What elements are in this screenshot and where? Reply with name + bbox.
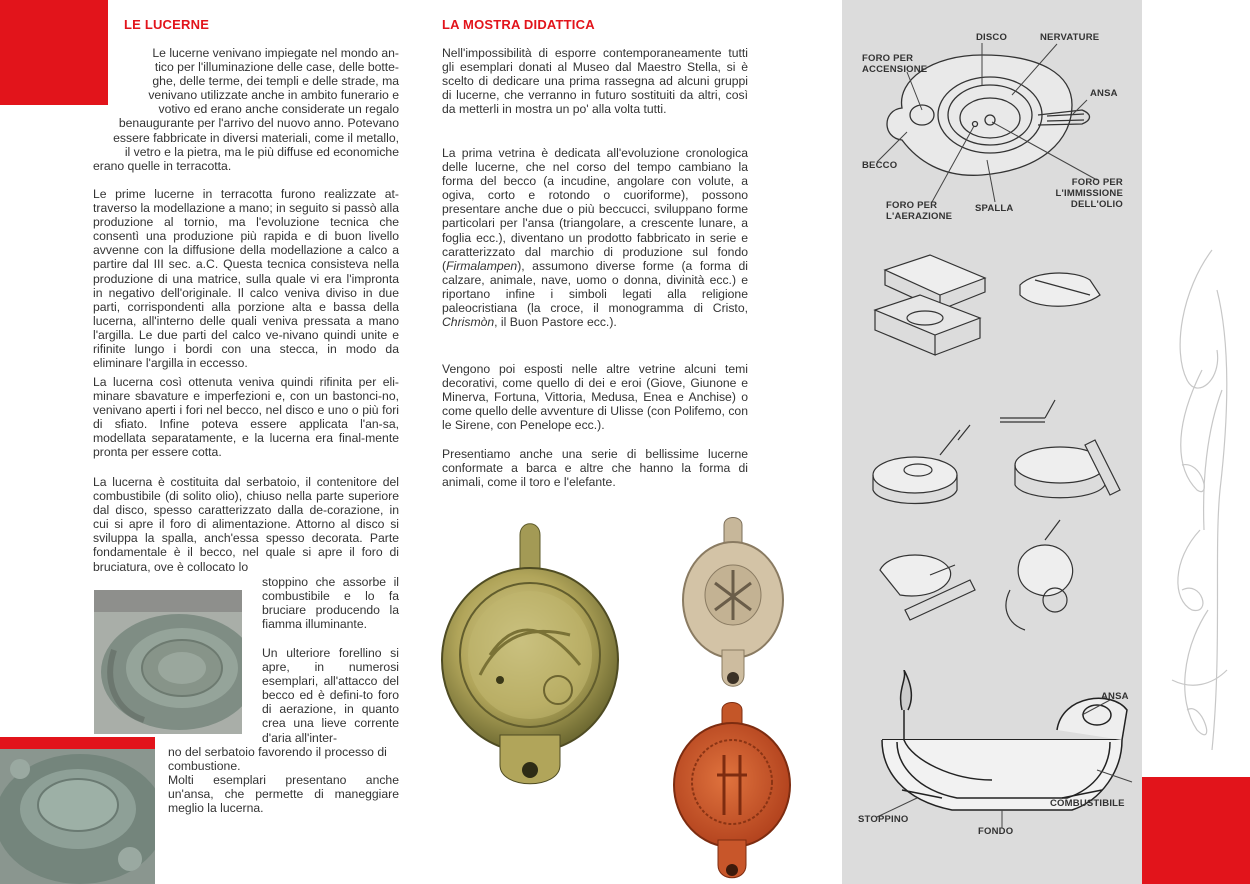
photo-bronze-lamp (440, 515, 620, 795)
label-foro-accensione (862, 53, 927, 75)
heading-mostra-didattica: LA MOSTRA DIDATTICA (442, 17, 595, 32)
label-spalla: SPALLA (975, 203, 1014, 214)
photo-red-lamp (672, 700, 792, 884)
label-line: FORO PER (886, 200, 938, 211)
red-block-bottom-right (1142, 777, 1250, 884)
text-line: erano quelle in terracotta. (93, 158, 232, 173)
label-line: FORO PER (1071, 177, 1123, 188)
paragraph-intro-mostra: Nell'impossibilità di esporre contemporaneamente tutti gli esemplari donati al Museo dal Maestro Stella, si è scelto di dedicare una prima rassegna ad alcuni gruppi di lucerne, che verranno in futuro sostituiti da altri, così da metterli in mostra un po' alla volta tutti. (442, 46, 748, 117)
label-ansa-bottom: ANSA (1101, 691, 1129, 702)
label-fondo: FONDO (978, 826, 1014, 837)
text-line: venivano utilizzate anche in ambito funerario e (148, 88, 399, 103)
label-line: FORO PER (862, 53, 914, 64)
italic-term: Firmalampen (446, 258, 518, 273)
label-combustibile: COMBUSTIBILE (1050, 798, 1125, 809)
label-disco: DISCO (976, 32, 1008, 43)
intro-paragraph (93, 46, 399, 173)
label-line: L'IMMISSIONE (1055, 188, 1123, 199)
label-line: L'AERAZIONE (886, 211, 953, 222)
paragraph-techniques: Le prime lucerne in terracotta furono realizzate at-traverso la modellazione a mano; in seguito si passò alla produzione al tornio, ma l'evoluzione tecnica che consentì una produzione più rapida e di buon livello avvenne con la diffusione della modellazione a calco a partire dal III sec. a.C. Questa tecnica consisteva nella produzione di una matrice, sulla quale vi era l'impronta in negativo dell'originale. Il calco veniva diviso in due parti, corrispondenti alla porzione alta e bassa della lucerna, all'interno delle quali veniva pressata a mano l'argilla. Le due parti del calco ve-nivano quindi unite e rifinite lungo i bordi con una stecca, in modo da eliminare l'argilla in eccesso. (93, 187, 399, 371)
lamp-section-diagram (842, 670, 1142, 870)
label-becco: BECCO (862, 160, 898, 171)
text-line: Le lucerne venivano impiegate nel mondo an- (152, 46, 399, 60)
label-line: ACCENSIONE (862, 64, 928, 75)
text-line: benaugurante per l'arrivo del nuovo anno. Potevano (118, 116, 399, 131)
text-span: , il Buon Pastore ecc.). (494, 315, 617, 330)
paragraph-ansa: Molti esemplari presentano anche un'ansa, che permette di maneggiare meglio la lucerna. (168, 773, 399, 816)
text-line: il vetro e la pietra, ma le più diffuse ed economiche (124, 144, 399, 159)
text-span: La prima vetrina è dedicata all'evoluzione cronologica delle lucerne, che nel corso del tempo cambiano la forma del becco (a incudine, angolare con volute, a ogiva, corto e rotondo o cuoriforme), possono presentare anche due o più beccucci, sviluppano forme particolari per l'ansa (triangolare, a crescente lunare, a foglia ecc.), diventano un prodotto fabbricato in serie e caratterizzato dal marchio di produzione sul fondo ( (442, 146, 748, 273)
production-sketches (860, 240, 1130, 660)
paragraph-structure: La lucerna è costituita dal serbatoio, il contenitore del combustibile (di solito olio), chiuso nella parte superiore dal disco, spesso caratterizzato dalla de-corazione, in cui si apre il foro di alimentazione. Attorno al disco si sviluppa la spalla, anch'essa spesso decorata. Parte fondamentale è il becco, nel quale si apre il foro di bruciatura, ove è collocato lo (93, 475, 399, 574)
photo-clay-mould (94, 590, 242, 734)
paragraph-altre-vetrine: Vengono poi esposti nelle altre vetrine alcuni temi decorativi, come quello di dei e eroi (Giove, Giunone e Minerva, Fortuna, Vittoria, Medusa, Enea e Anchise) o come quello delle avventure di Ulisse (con Polifemo, con le Sirene, con Penelope ecc.). (442, 362, 748, 433)
text-line: essere fabbricate in diversi materiali, come il metallo, (113, 130, 399, 145)
text-line: tico per l'illuminazione delle case, delle botte- (154, 60, 399, 75)
paragraph-aerazione-end: no del serbatoio favorendo il processo di combustione. (168, 745, 387, 774)
red-block-top-left (0, 0, 108, 105)
label-stoppino: STOPPINO (858, 814, 909, 825)
paragraph-barca: Presentiamo anche una serie di bellissime lucerne conformate a barca e altre che hanno la forma di animali, come il toro e l'elefante. (442, 447, 748, 490)
label-ansa-top: ANSA (1090, 88, 1118, 99)
label-nervature: NERVATURE (1040, 32, 1100, 43)
label-foro-immissione (1045, 177, 1123, 210)
photo-clay-lamp (0, 749, 155, 884)
paragraph-aerazione: Un ulteriore forellino si apre, in numerosi esemplari, all'attacco del becco ed è defini-to foro di aerazione, in quanto crea una lieve corrente d'aria all'inter- (262, 646, 399, 745)
heading-le-lucerne: LE LUCERNE (124, 17, 210, 32)
red-block-bottom-left (0, 737, 155, 749)
italic-term: Chrismòn (442, 315, 495, 330)
signature (1142, 230, 1250, 770)
paragraph-prima-vetrina (442, 146, 748, 329)
paragraph-stoppino: stoppino che assorbe il combustibile e lo fa bruciare producendo la fiamma illuminante. (262, 575, 399, 632)
label-foro-aerazione (886, 200, 952, 222)
text-line: ghe, delle terme, dei templi e delle strade, ma (152, 74, 399, 89)
photo-christian-lamp (680, 515, 785, 690)
paragraph-finishing: La lucerna così ottenuta veniva quindi rifinita per eli-minare sbavature e imperfezioni e, con un bastonci-no, venivano aperti i fori nel becco, nel disco e uno o più fori di sfiato. Infine poteva essere applicata l'an-sa, modellata separatamente, e la lucerna era final-mente pronta per essere cotta. (93, 375, 399, 460)
text-line: votivo ed erano anche considerate un regalo (158, 102, 399, 117)
label-line: DELL'OLIO (1070, 199, 1123, 210)
text-span: ), assumono diverse forme (a forma di calzare, animale, nave, uomo o donna, divinità ecc.) e riportano infine i simboli legati alla religione paleocristiana (la croce, il monogramma di Cristo, (442, 258, 748, 316)
